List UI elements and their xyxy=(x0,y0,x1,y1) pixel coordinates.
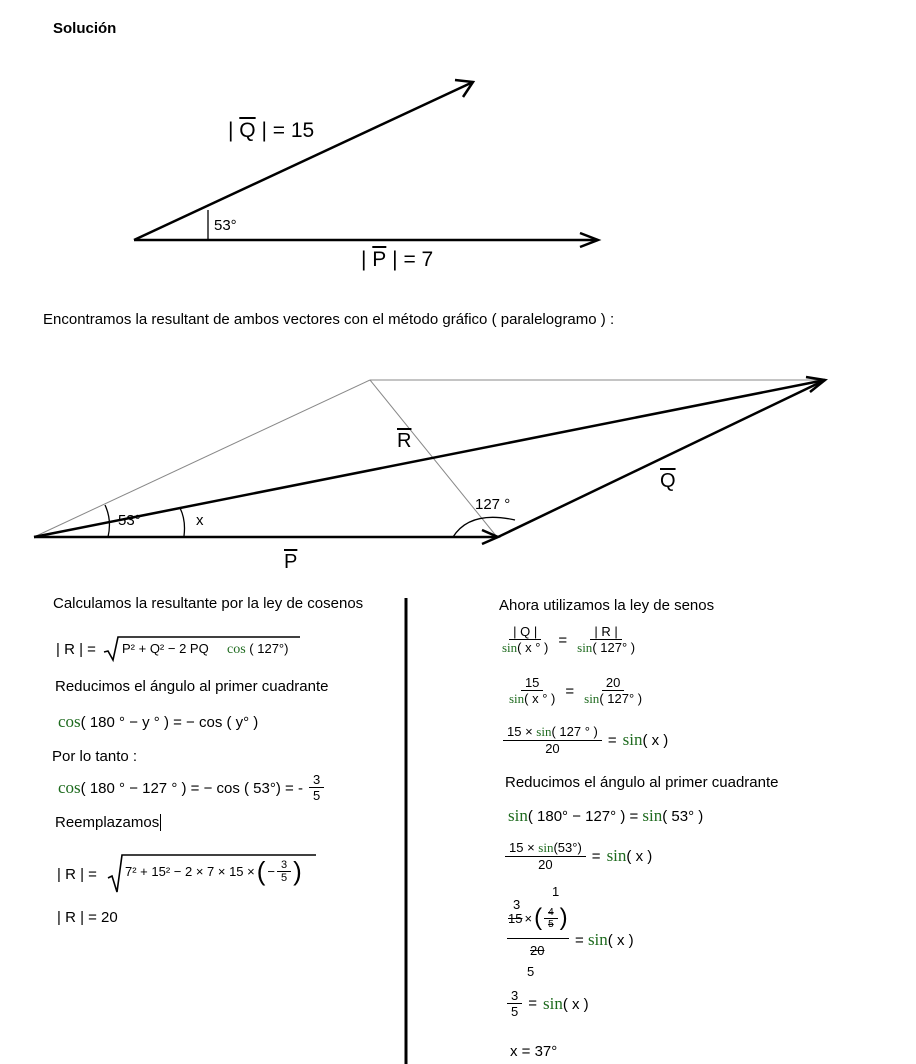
vector-q-label: $\overline{Q}$ xyxy=(660,470,676,492)
page-title: Solución xyxy=(53,20,117,37)
angle-arc-53 xyxy=(105,505,109,537)
result-r: | R | = 20 xyxy=(57,909,118,926)
vector-p-magnitude: | $\overline{P}$ | = 7 xyxy=(361,248,434,271)
angle-label-x: x xyxy=(196,512,204,529)
vector-r-label: $\overline{R}$ xyxy=(397,430,412,452)
sine-law-heading: Ahora utilizamos la ley de senos xyxy=(499,597,715,614)
equation-sin-x: $\frac{3}{5}$ = sin( x ) xyxy=(507,988,589,1019)
final-answer: x = 37° xyxy=(510,1043,558,1060)
vector-q-magnitude: | $\overline{Q}$ | = 15 xyxy=(228,119,315,142)
angle-label-53-b: 53° xyxy=(118,512,141,529)
equation-cosine-law: | R | = P² + Q² − 2 PQ cos ( 127°) xyxy=(56,641,289,658)
simplify-top-one: 1 xyxy=(552,884,560,899)
vector-p-label: $\overline{P}$ xyxy=(284,551,298,573)
simplify-rhs: = sin( x ) xyxy=(575,930,634,949)
equation-sine-law-2: $\frac{15}{\sin( x ^\circ )}$ = $\frac{20}{\sin( 127^\circ )}$ xyxy=(509,675,643,706)
equation-r-radicand: 7² + 15² − 2 × 7 × 15 × ( − $\frac{3}{5}$ ) xyxy=(125,856,302,886)
cosine-law-heading: Calculamos la resultante por la ley de cosenos xyxy=(53,595,364,612)
equation-sin-reduction: sin( 180° − 127° ) = sin( 53° ) xyxy=(508,806,704,825)
simplify-numerator: 15 × ( $\frac{4}{5}$ ) xyxy=(508,904,568,931)
simplify-three: 3 xyxy=(513,897,521,912)
replace-text: Reemplazamos xyxy=(55,814,165,831)
angle-label-127: 127 ° xyxy=(475,496,511,513)
equation-sine-law-3: $\frac{15 \times \sin( 127 ^\circ )}{20}$ = sin( x ) xyxy=(503,724,668,756)
simplify-bottom-five: 5 xyxy=(527,964,535,979)
equation-sine-law-4: $\frac{15 \times \sin(53^\circ)}{20}$ = sin( x ) xyxy=(505,840,652,872)
reduce-angle-text-left: Reducimos el ángulo al primer cuadrante xyxy=(55,678,329,695)
equation-cos-reduction: cos( 180 ° − y ° ) = − cos ( y° ) xyxy=(58,712,259,731)
simplify-fraction-bar xyxy=(507,938,569,939)
angle-arc-x xyxy=(180,508,185,536)
angle-label-53: 53° xyxy=(214,217,237,234)
simplify-denominator: 20 xyxy=(530,943,545,958)
equation-sine-law-1: $\frac{| Q |}{\sin( x ^\circ )}$ = $\frac{| R |}{\sin( 127^\circ )}$ xyxy=(502,624,636,655)
vector-q2-line xyxy=(498,380,825,537)
reduce-angle-text-right: Reducimos el ángulo al primer cuadrante xyxy=(505,774,779,791)
vector-r-line xyxy=(34,380,825,537)
equation-r-substituted: | R | = xyxy=(57,866,97,883)
equation-cos-127: cos( 180 ° − 127 ° ) = − cos ( 53°) = - $\frac{3}{5}$ xyxy=(58,772,324,803)
intro-text: Encontramos la resultant de ambos vectores con el método gráfico ( paralelogramo ) : xyxy=(43,311,615,328)
therefore-text: Por lo tanto : xyxy=(52,748,138,765)
vector-q-line xyxy=(134,82,473,240)
